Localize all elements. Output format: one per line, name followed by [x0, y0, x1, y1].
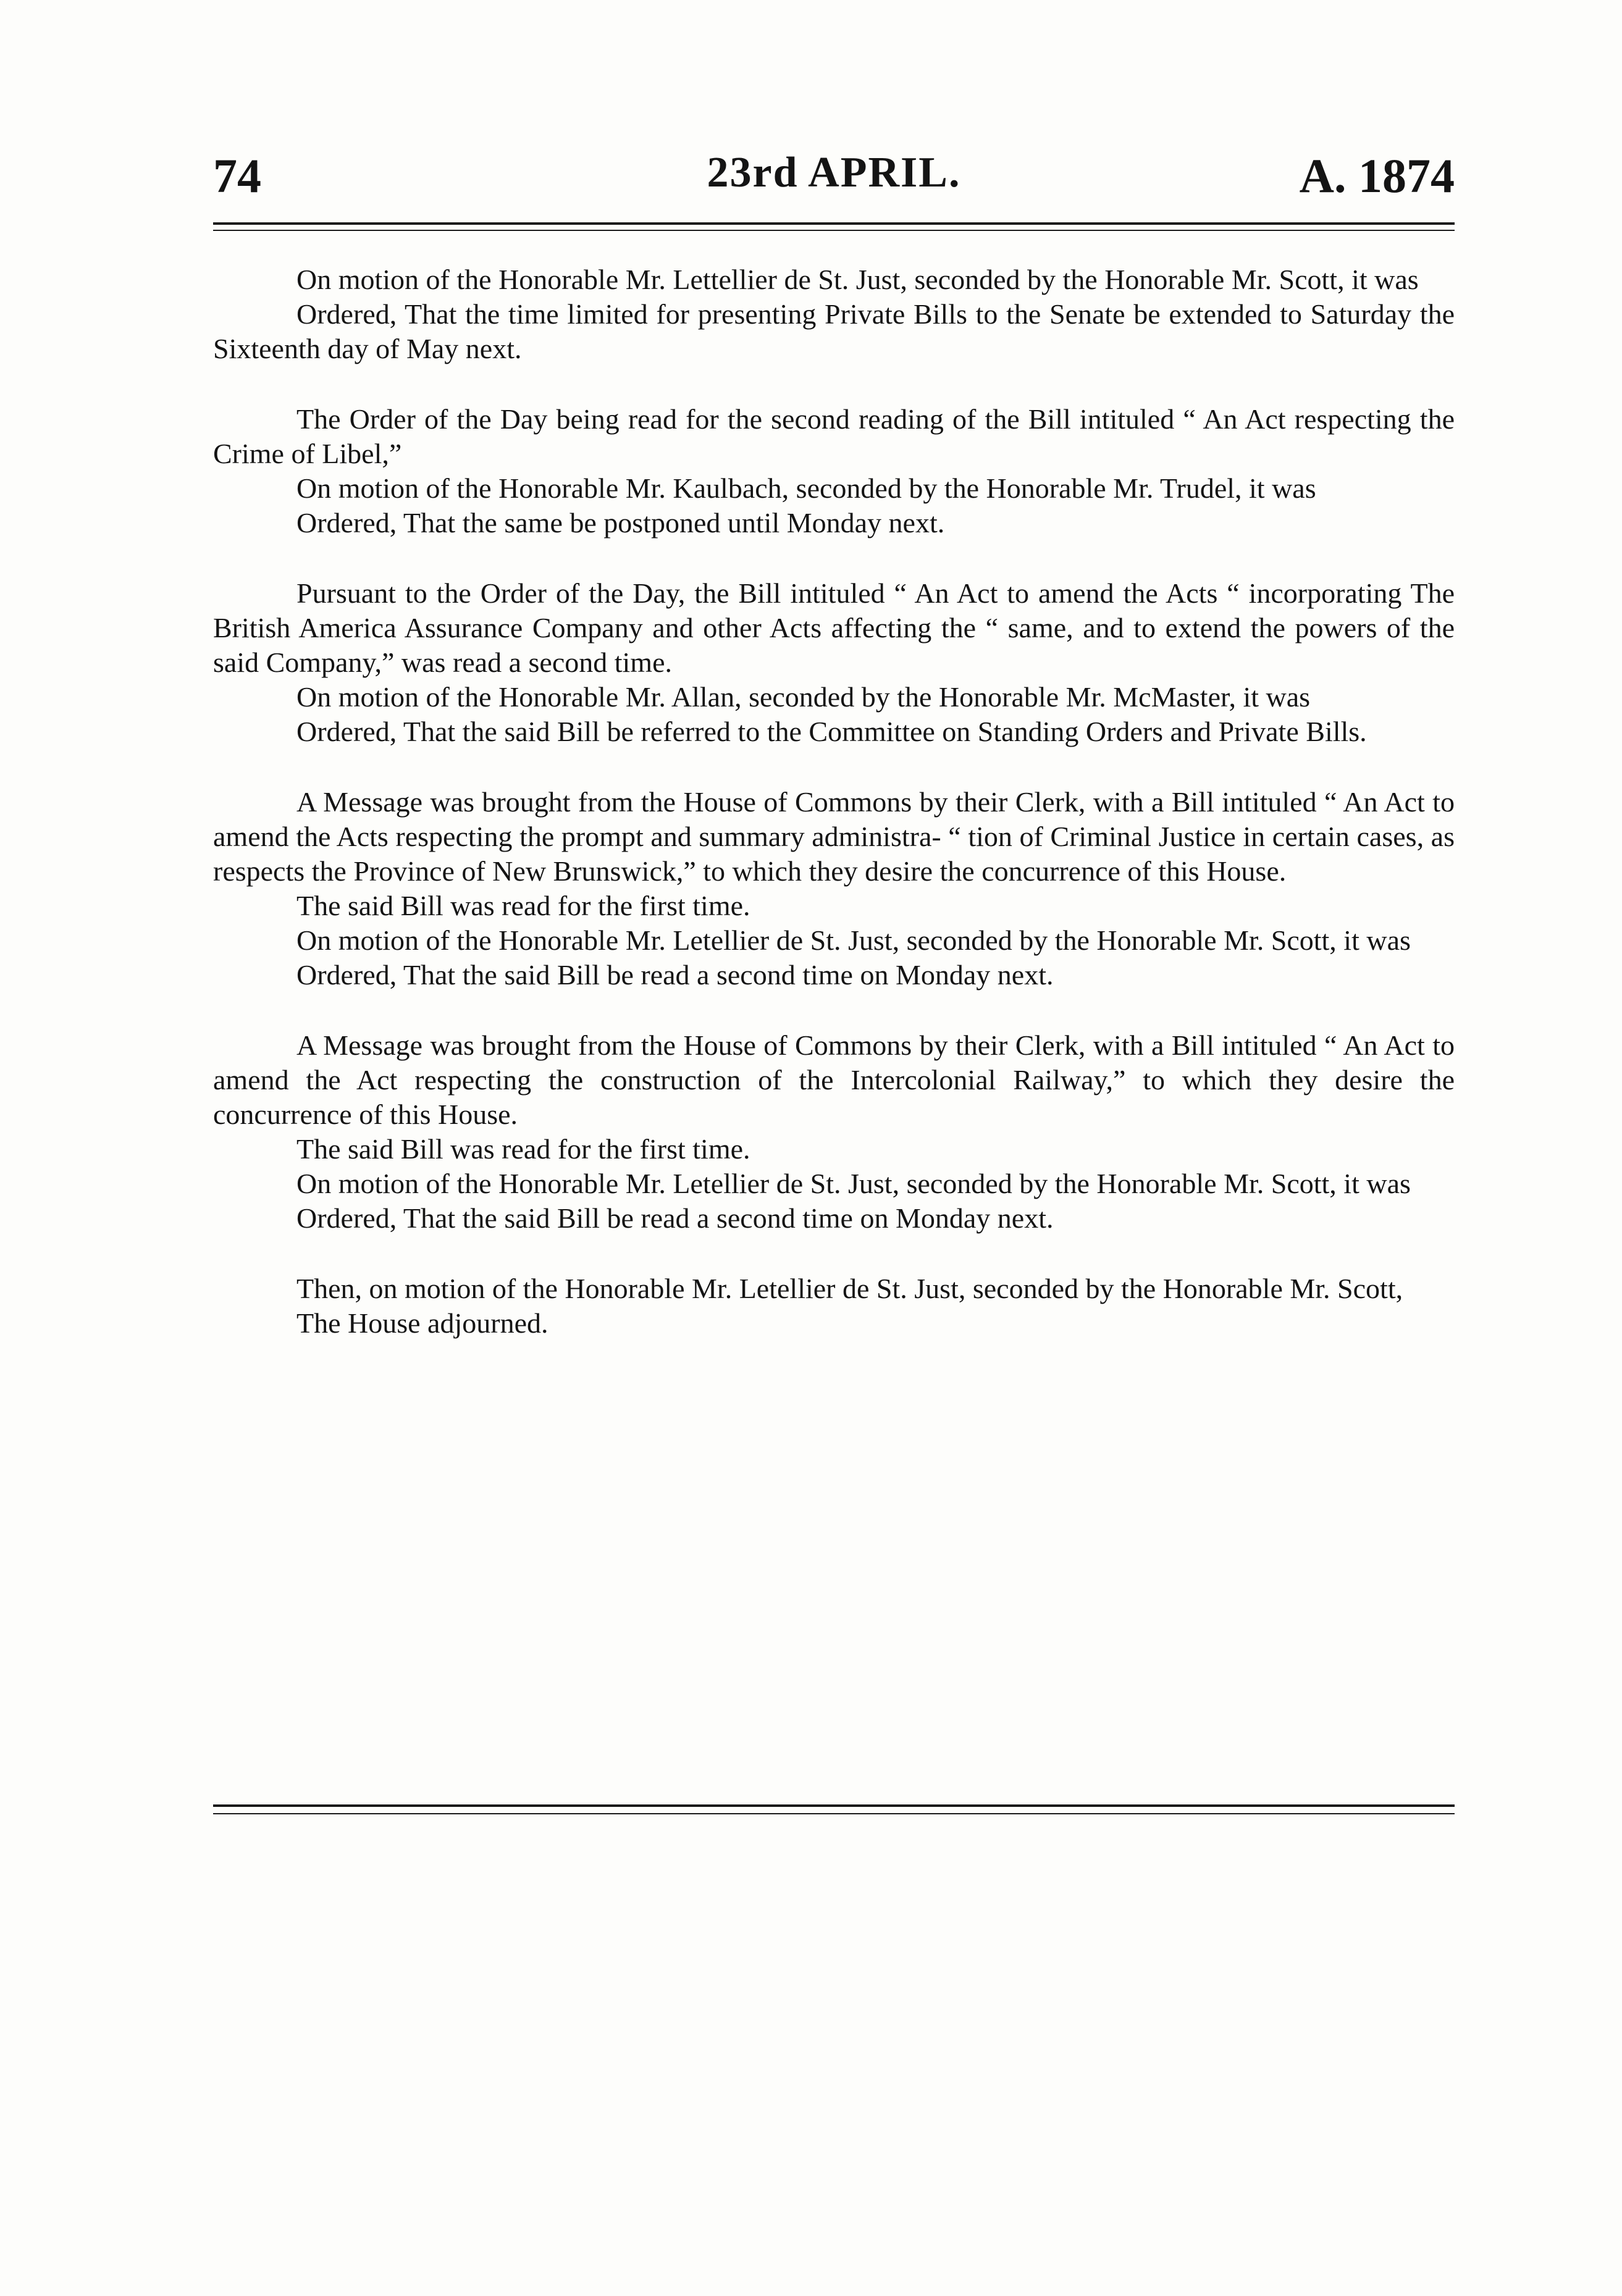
order-line: Ordered, That the same be postponed until Monday next.: [296, 507, 945, 538]
motion-line: On motion of the Honorable Mr. Letellier de St. Just, seconded by the Honorable Mr. Scott, it was: [296, 924, 1411, 956]
running-date-heading: 23rd APRIL.: [707, 149, 961, 196]
order-line: Ordered, That the time limited for presenting Private Bills to the Senate be extended to Saturday the Sixteenth day of May next.: [213, 298, 1455, 364]
entry-intercolonial-railway-bill-message: [213, 1028, 1455, 1236]
motion-line: On motion of the Honorable Mr. Lettellier de St. Just, seconded by the Honorable Mr. Scott, it was: [296, 264, 1419, 295]
page-number: 74: [213, 149, 261, 203]
motion-line: Then, on motion of the Honorable Mr. Letellier de St. Just, seconded by the Honorable Mr. Scott,: [296, 1273, 1403, 1304]
entry-criminal-justice-bill-message: [213, 785, 1455, 992]
entry-private-bills-time-extended: [213, 262, 1455, 366]
first-reading-line: The said Bill was read for the first time.: [296, 1133, 750, 1165]
motion-line: On motion of the Honorable Mr. Allan, seconded by the Honorable Mr. McMaster, it was: [296, 681, 1311, 713]
second-reading-line: Pursuant to the Order of the Day, the Bill intituled “ An Act to amend the Acts “ incorporating The British America Assurance Company and other Acts affecting the “ same, and to extend the powers of the said Company,” was read a second time.: [213, 577, 1455, 678]
message-line: A Message was brought from the House of Commons by their Clerk, with a Bill intituled “ An Act to amend the Acts respecting the prompt and summary administra- “ tion of Criminal Justice in certain cases, as respects the Province of New Brunswick,” to which they desire the concurrence of this House.: [213, 786, 1455, 887]
order-line: Ordered, That the said Bill be read a second time on Monday next.: [296, 1202, 1054, 1234]
entry-libel-bill-postponed: [213, 402, 1455, 540]
first-reading-line: The said Bill was read for the first time.: [296, 890, 750, 921]
adjournment-line: The House adjourned.: [296, 1307, 548, 1339]
motion-line: On motion of the Honorable Mr. Letellier de St. Just, seconded by the Honorable Mr. Scott, it was: [296, 1168, 1411, 1199]
journal-body: [213, 262, 1455, 1376]
motion-line: On motion of the Honorable Mr. Kaulbach, seconded by the Honorable Mr. Trudel, it was: [296, 472, 1316, 504]
header-rule-thin: [213, 230, 1455, 231]
page-header: [213, 148, 1455, 216]
running-year-heading: A. 1874: [1299, 149, 1455, 203]
entry-adjournment: [213, 1272, 1455, 1341]
message-line: A Message was brought from the House of Commons by their Clerk, with a Bill intituled “ An Act to amend the Act respecting the construction of the Intercolonial Railway,” to which they desire the concurrence of this House.: [213, 1029, 1455, 1130]
footer-rule-thin: [213, 1813, 1455, 1814]
header-rule-thick: [213, 222, 1455, 225]
entry-british-america-assurance-bill: [213, 576, 1455, 749]
footer-rule-thick: [213, 1804, 1455, 1807]
order-line: Ordered, That the said Bill be read a second time on Monday next.: [296, 959, 1054, 991]
order-of-day-line: The Order of the Day being read for the second reading of the Bill intituled “ An Act respecting the Crime of Libel,”: [213, 403, 1455, 469]
order-line: Ordered, That the said Bill be referred to the Committee on Standing Orders and Private Bills.: [296, 716, 1367, 747]
